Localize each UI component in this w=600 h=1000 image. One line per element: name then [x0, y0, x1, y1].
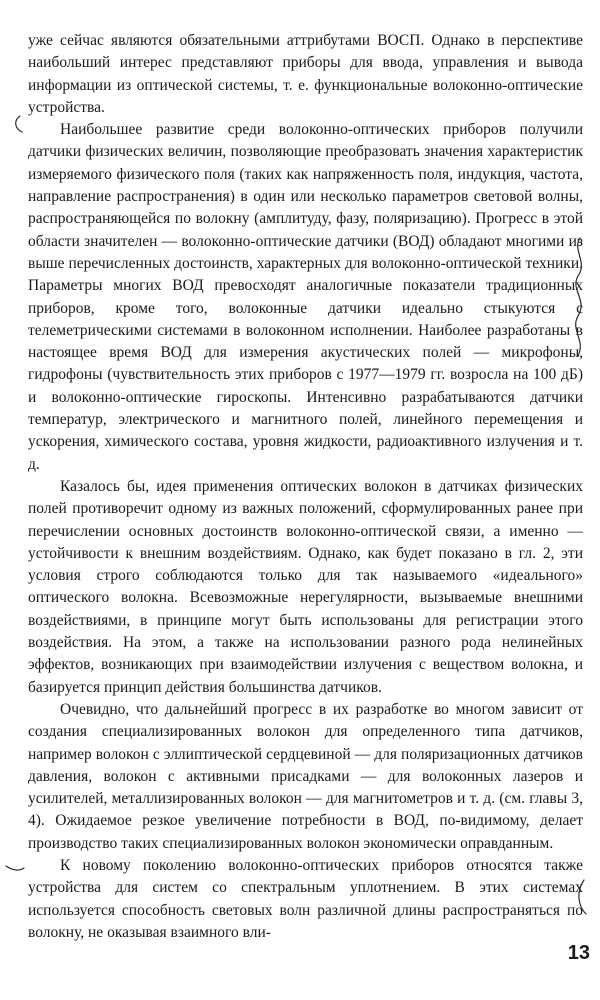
page-number: 13: [567, 942, 590, 964]
document-page: [28, 30, 583, 944]
paragraph-3: Казалось бы, идея применения оптических волокон в датчиках физических полей противоречит одному из важных положений, сформулированных ранее при перечислении основных достоинств волоконно-оптической связи, а именно — устойчивости к внешним воздействиям. Однако, как будет показано в гл. 2, эти условия строго соблюдаются только для так называемого «идеального» оптического волокна. Всевозможные нерегулярности, вызываемые внешними воздействиями, в принципе могут быть использованы для регистрации этого воздействия. На этом, а также на использовании разного рода нелинейных эффектов, возникающих при взаимодействии излучения с веществом волокна, и базируется принцип действия большинства датчиков.: [28, 477, 583, 696]
margin-tick-mark: [6, 866, 24, 870]
paragraph-1: уже сейчас являются обязательными аттрибутами ВОСП. Однако в перспективе наибольший интерес представляют приборы для ввода, управления и вывода информации из оптической системы, т. е. функциональные волоконно-оптические устройства.: [28, 32, 583, 116]
paragraph-4: Очевидно, что дальнейший прогресс в их разработке во многом зависит от создания специализированных волокон для определенного типа датчиков, например волокон с эллиптической сердцевиной — для поляризационных датчиков давления, волокон с активными присадками — для волоконных лазеров и усилителей, металлизированных волокон — для магнитометров и т. д. (см. главы 3, 4). Ожидаемое резкое увеличение потребности в ВОД, по-видимому, делает производство таких специализированных волокон экономически оправданным.: [28, 700, 583, 852]
paragraph-5: К новому поколению волоконно-оптических приборов относятся также устройства для систем со спектральным уплотнением. В этих системах используется способность световых волн различной длины распространяться по волокну, не оказывая взаимного вли-: [28, 856, 583, 941]
paragraph-2: Наибольшее развитие среди волоконно-оптических приборов получили датчики физических величин, позволяющие преобразовать значения характеристик измеряемого физического поля (таких как напряженность поля, индукция, частота, направление распространения) в один или несколько параметров световой волны, распространяющейся по волокну (амплитуду, фазу, поляризацию). Прогресс в этой области значителен — волоконно-оптические датчики (ВОД) обладают многими из выше перечисленных достоинств, характерных для волоконно-оптической техники. Параметры многих ВОД превосходят аналогичные показатели традиционных приборов, кроме того, волоконные датчики идеально стыкуются с телеметрическими системами в волоконном исполнении. Наиболее разработаны в настоящее время ВОД для измерения акустических полей — микрофоны, гидрофоны (чувствительность этих приборов с 1977—1979 гг. возросла на 100 дБ) и волоконно-оптические гироскопы. Интенсивно разрабатываются датчики температур, электрического и магнитного полей, линейного перемещения и ускорения, химического состава, уровня жидкости, радиоактивного излучения и т. д.: [28, 121, 583, 473]
margin-bracket-mark: [16, 116, 22, 132]
